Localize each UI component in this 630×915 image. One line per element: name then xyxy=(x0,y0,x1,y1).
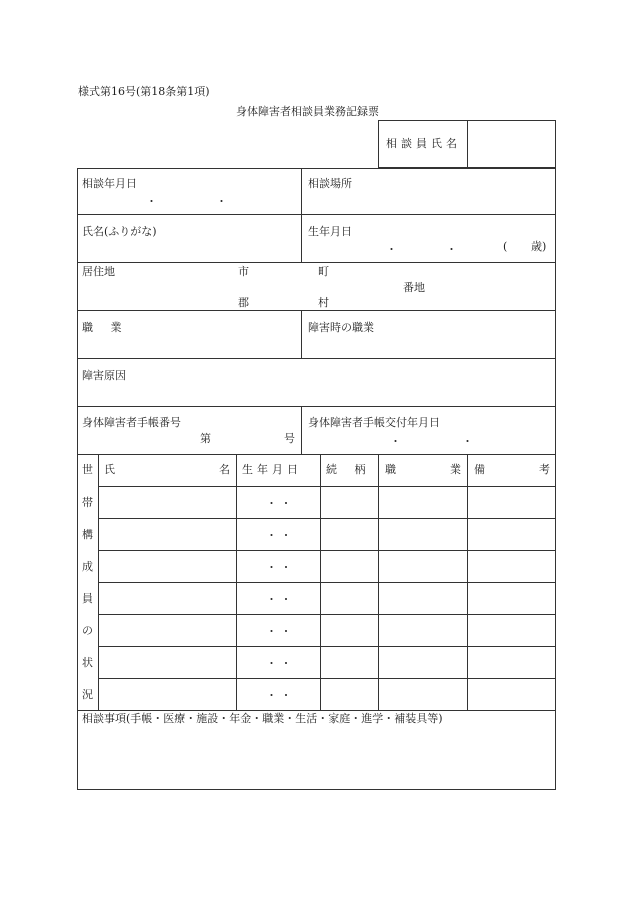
date-separator: ・ xyxy=(390,435,401,448)
address-shi: 市 xyxy=(238,265,249,278)
consult-place-field[interactable] xyxy=(305,192,553,212)
household-header-birth: 生年月日 xyxy=(242,463,302,476)
household-birth-sep: ・ ・ xyxy=(266,497,292,510)
household-header-name: 名 xyxy=(219,463,230,476)
date-separator: ・ xyxy=(216,195,227,208)
consultation-items-field[interactable] xyxy=(79,728,553,786)
household-birth-sep: ・ ・ xyxy=(266,561,292,574)
address-banchi: 番地 xyxy=(403,281,425,294)
household-side-char: 成 xyxy=(82,560,93,573)
household-header-name: 氏 xyxy=(104,463,115,476)
disability-cause-label: 障害原因 xyxy=(82,369,126,382)
household-side-char: 況 xyxy=(82,688,93,701)
household-birth-sep: ・ ・ xyxy=(266,625,292,638)
rule xyxy=(77,310,556,311)
handbook-number-label: 身体障害者手帳番号 xyxy=(82,416,181,429)
household-row[interactable] xyxy=(100,616,554,644)
household-header-job: 職 xyxy=(385,463,396,476)
counselor-label: 相談員氏名 xyxy=(386,137,461,150)
address-field[interactable] xyxy=(120,264,550,308)
consult-date-field[interactable] xyxy=(79,192,297,212)
household-row[interactable] xyxy=(100,552,554,580)
household-row-line xyxy=(98,550,556,551)
household-birth-sep: ・ ・ xyxy=(266,657,292,670)
household-header-relation: 続 柄 xyxy=(326,463,373,476)
household-row-line xyxy=(98,646,556,647)
date-separator: ・ xyxy=(462,435,473,448)
consult-place-label: 相談場所 xyxy=(308,177,352,190)
form-title: 身体障害者相談員業務記録票 xyxy=(236,105,379,118)
age-unit: 歳) xyxy=(531,240,547,253)
household-side-char: 世 xyxy=(82,463,93,476)
household-header-job: 業 xyxy=(450,463,461,476)
rule xyxy=(77,454,556,455)
household-birth-sep: ・ ・ xyxy=(266,529,292,542)
household-side-char: 員 xyxy=(82,592,93,605)
consult-date-label: 相談年月日 xyxy=(82,177,137,190)
household-row[interactable] xyxy=(100,680,554,708)
household-row-line xyxy=(98,614,556,615)
handbook-date-label: 身体障害者手帳交付年月日 xyxy=(308,416,440,429)
disability-cause-field[interactable] xyxy=(79,384,553,404)
household-row-line xyxy=(98,518,556,519)
name-field[interactable] xyxy=(79,240,297,260)
column-divider xyxy=(301,168,302,262)
handbook-number-field[interactable] xyxy=(210,431,280,451)
occupation-label: 職 業 xyxy=(82,321,129,334)
address-son: 村 xyxy=(318,296,329,309)
column-divider xyxy=(301,310,302,358)
occupation-at-disability-label: 障害時の職業 xyxy=(308,321,374,334)
household-row-line xyxy=(98,582,556,583)
household-birth-sep: ・ ・ xyxy=(266,689,292,702)
handbook-date-field[interactable] xyxy=(305,431,553,451)
address-cho: 町 xyxy=(318,265,329,278)
handbook-go: 号 xyxy=(284,432,295,445)
handbook-dai: 第 xyxy=(200,432,211,445)
household-row-line xyxy=(98,486,556,487)
household-row[interactable] xyxy=(100,584,554,612)
address-gun: 郡 xyxy=(238,296,249,309)
counselor-name-field[interactable] xyxy=(470,123,552,165)
household-side-char: の xyxy=(82,624,93,637)
household-side-char: 帯 xyxy=(82,496,93,509)
date-separator: ・ xyxy=(446,243,457,256)
household-birth-sep: ・ ・ xyxy=(266,593,292,606)
household-row[interactable] xyxy=(100,520,554,548)
household-header-note: 備 xyxy=(474,463,485,476)
occupation-field[interactable] xyxy=(79,336,297,356)
household-row[interactable] xyxy=(100,488,554,516)
occupation-at-disability-field[interactable] xyxy=(305,336,553,356)
rule xyxy=(77,710,556,711)
form-number: 様式第16号(第18条第1項) xyxy=(78,85,210,98)
column-divider xyxy=(301,406,302,454)
counselor-divider xyxy=(467,120,468,168)
household-side-char: 状 xyxy=(82,656,93,669)
birth-date-field[interactable] xyxy=(305,240,495,260)
name-label: 氏名(ふりがな) xyxy=(82,225,157,238)
household-row[interactable] xyxy=(100,648,554,676)
rule xyxy=(77,214,556,215)
household-side-char: 構 xyxy=(82,528,93,541)
household-row-line xyxy=(98,678,556,679)
address-label: 居住地 xyxy=(82,265,115,278)
birth-label: 生年月日 xyxy=(308,225,352,238)
date-separator: ・ xyxy=(386,243,397,256)
rule xyxy=(77,262,556,263)
household-header-note: 考 xyxy=(539,463,550,476)
date-separator: ・ xyxy=(146,195,157,208)
consultation-items-label: 相談事項(手帳・医療・施設・年金・職業・生活・家庭・進学・補装具等) xyxy=(82,712,443,725)
rule xyxy=(77,358,556,359)
age-open-paren: ( xyxy=(503,240,508,253)
rule xyxy=(77,406,556,407)
